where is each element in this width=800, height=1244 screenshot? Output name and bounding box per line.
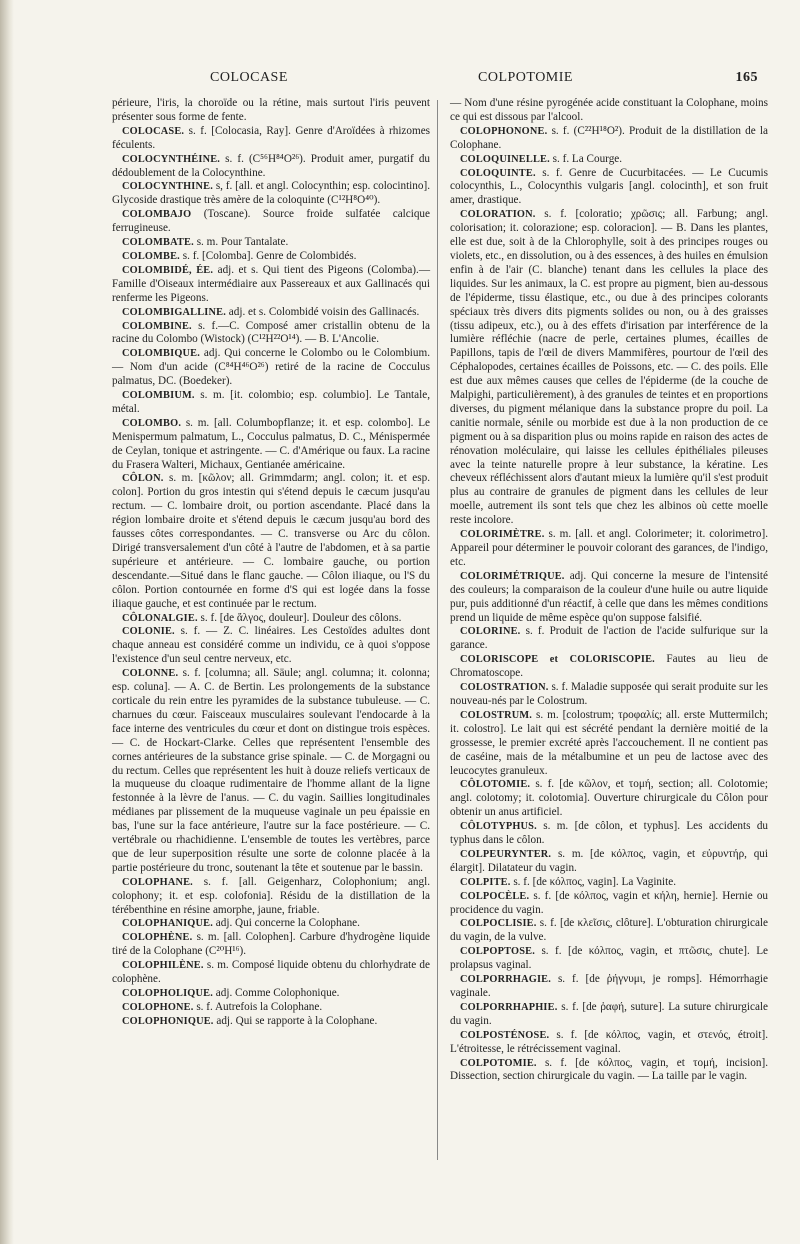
entry-headword: COLPORRHAGIE. <box>460 974 551 986</box>
entry-definition: s. m. Composé liquide obtenu du chlorhydrate de colophène. <box>112 959 430 986</box>
entry-headword: COLOPHONE. <box>122 1001 194 1013</box>
dictionary-entry <box>112 250 430 264</box>
dictionary-entry <box>450 570 768 626</box>
entry-headword: COLOMBIUM. <box>122 390 195 402</box>
left-column <box>112 97 430 1029</box>
dictionary-entry <box>450 917 768 945</box>
entry-headword: COLOMBIQUE. <box>122 348 201 360</box>
entry-headword: COLOMBATE. <box>122 237 194 249</box>
entry-definition: s. f. Genre de Cucurbitacées. — Le Cucumis colocynthis, L., Colocynthis vulgaris [angl. colocinth], et son fruit amer, drastique. <box>450 166 769 207</box>
dictionary-entry <box>450 681 768 709</box>
entry-definition: s. m. [de côlon, et typhus]. Les accidents du typhus dans le côlon. <box>450 820 769 847</box>
dictionary-entry <box>112 389 430 417</box>
dictionary-entry <box>450 1057 768 1085</box>
entry-definition: adj. et s. Colombidé voisin des Gallinacés. <box>228 305 420 318</box>
dictionary-entry <box>450 528 768 570</box>
entry-definition: s. f. [de ῥήγνυμι, je romps]. Hémorrhagie vaginale. <box>450 973 768 999</box>
dictionary-entry <box>450 973 768 1001</box>
entry-headword: COLOMBIDÉ, ÉE. <box>122 264 214 276</box>
entry-definition: s. f. La Courge. <box>552 152 623 165</box>
entry-headword: COLOCYNTHINE. <box>122 181 213 193</box>
dictionary-entry <box>112 472 430 611</box>
entry-definition: s. f. — Z. C. linéaires. Les Cestoïdes adultes dont chaque anneau est considéré comme un individu, ce à quoi s'oppose l'existence d'un seul centre nerveux, etc. <box>112 625 430 666</box>
dictionary-entry <box>112 959 430 987</box>
dictionary-entry <box>112 417 430 473</box>
entry-headword: COLOMBAJO <box>122 209 192 221</box>
dictionary-entry <box>450 890 768 918</box>
dictionary-entry <box>112 625 430 667</box>
entry-definition: s. f. [de κόλπος, vagin, et πτῶσις, chute]. Le prolapsus vaginal. <box>450 945 769 972</box>
entry-headword: COLOMBIGALLINE. <box>122 306 226 318</box>
dictionary-entry <box>450 653 768 681</box>
entry-definition: s. f. [de κόλπος, vagin, et στενός, étroit]. L'étroitesse, le rétrécissement vaginal. <box>450 1028 768 1055</box>
entry-definition: Fautes au lieu de Chromatoscope. <box>450 653 769 680</box>
entry-headword: COLOPHILÈNE. <box>122 960 204 972</box>
entry-headword: COLOCASE. <box>122 125 185 137</box>
entry-definition: s. f. Produit de l'action de l'acide sulfurique sur la garance. <box>450 625 769 652</box>
dictionary-entry <box>450 820 768 848</box>
dictionary-entry <box>112 236 430 250</box>
entry-headword: COLOMBE. <box>122 250 180 262</box>
entry-headword: COLOPHANE. <box>122 876 193 888</box>
entry-definition: adj. Qui concerne le Colombo ou le Colombium.— Nom d'un acide (C⁸⁴H⁴⁶O²⁶) retiré de la racine de Cocculus palmatus, DC. (Boedeker). <box>112 347 430 388</box>
entry-definition: périeure, l'iris, la choroïde ou la rétine, mais surtout l'iris peuvent présenter sous forme de fente. <box>112 97 430 123</box>
header-right-guideword: COLPOTOMIE <box>478 70 573 85</box>
entry-definition: s. f. [columna; all. Säule; angl. columna; it. colonna; esp. coluna]. — A. C. de Bertin. Les prolongements de la substance corticale du rein entre les pyramides de la substance tubuleuse. — C. charnues du cœur. Faisceaux musculaires soulevant l'endocarde à la face interne des ventricules du cœur et dont on distingue trois espèces. — C. de Hockart-Clarke. Celles que représentent l'ensemble des cornes antérieures de la substance grise spinale. — C. de Morgagni ou du rectum. Celles que représentent les huit à douze reliefs verticaux de la muqueuse du cloaque rudimentaire de l'homme allant de la ligne festonnée à la lèvre de l'anus. — C. du vagin. Saillies longitudinales médianes par plissement de la muqueuse vaginale un peu épaissie en bas, l'une sur la face antérieure, l'autre sur la face postérieure. — C. vertébrale ou rhachidienne. L'ensemble de toutes les vertèbres, parce que de leur superposition résulte une sorte de colonne placée à la partie postérieure du tronc, soutenant la tête et soutenue par le bassin. <box>112 667 431 874</box>
entry-headword: COLOQUINELLE. <box>460 153 550 165</box>
entry-definition: adj. et s. Qui tient des Pigeons (Colomba).— Famille d'Oiseaux intermédiaire aux Passereaux et aux Gallinacés qui renferme les Pigeons. <box>112 263 431 304</box>
entry-definition: (Toscane). Source froide sulfatée calcique ferrugineuse. <box>112 208 430 235</box>
entry-definition: s. m. Pour Tantalate. <box>196 236 289 249</box>
dictionary-entry <box>112 1001 430 1015</box>
entry-headword: COLOSTRATION. <box>460 682 549 694</box>
entry-headword: COLORINE. <box>460 626 521 638</box>
entry-headword: COLOPHONONE. <box>460 125 548 137</box>
dictionary-entry <box>112 987 430 1001</box>
dictionary-entry <box>112 97 430 125</box>
entry-headword: COLPOSTÉNOSE. <box>460 1029 550 1041</box>
entry-headword: COLORISCOPE et COLORISCOPIE. <box>460 654 655 666</box>
dictionary-entry <box>450 778 768 820</box>
entry-headword: COLPOCÈLE. <box>460 890 530 902</box>
entry-definition: s. m. [κῶλον; all. Grimmdarm; angl. colon; it. et esp. colon]. Portion du gros intestin qui s'étend depuis le cæcum jusqu'au rectum. — C. lombaire droit, ou portion ascendante. Placé dans la région lombaire droite et s'étend depuis le cæcum jusqu'au bord des fausses côtes correspondantes. — C. transverse ou Arc du côlon. Dirigé transversalement d'un côté à l'autre de l'abdomen, et à sa partie supérieure et antérieure. — C. lombaire gauche, ou portion descendante.—Situé dans le flanc gauche. — Côlon iliaque, ou l'S du côlon. Portion contournée en forme d'S qui est logée dans la fosse iliaque gauche, et est continuée par le rectum. <box>112 472 430 610</box>
entry-definition: s. m. [it. colombio; esp. columbio]. Le Tantale, métal. <box>112 389 431 415</box>
entry-headword: COLPORRHAPHIE. <box>460 1001 558 1013</box>
dictionary-entry <box>112 180 430 208</box>
entry-definition: s. f. [Colomba]. Genre de Colombidés. <box>182 249 357 262</box>
entry-definition: — Nom d'une résine pyrogénée acide constituant la Colophane, moins ce qui est dissous par l'alcool. <box>450 97 768 123</box>
dictionary-entry <box>450 876 768 890</box>
entry-definition: s. f. [de κλεῖσις, clôture]. L'obturation chirurgicale du vagin, de la vulve. <box>450 917 768 944</box>
entry-headword: COLOCYNTHÉINE. <box>122 153 221 165</box>
entry-definition: s. f. [all. Geigenharz, Colophonium; angl. colophony; it. et esp. colofonia]. Résidu de la distillation de la térébenthine en résine amorphe, jaune, friable. <box>112 875 431 916</box>
entry-headword: COLOMBO. <box>122 417 182 429</box>
entry-headword: CÔLONALGIE. <box>122 612 198 624</box>
entry-definition: s. m. [all. et angl. Colorimeter; it. colorimetro]. Appareil pour déterminer le pouvoir colorant des garances, de l'indigo, etc. <box>450 528 768 568</box>
entry-definition: s. f. [coloratio; χρῶσις; all. Farbung; angl. colorisation; it. colorazione; esp. coloracion]. — B. Dans les plantes, elle est due, soit à de la Chlorophylle, soit à des principes rouges ou violets, etc., en dissolution, ou à des essences, à des huiles en émulsion enfin à de l'air (C. blanche) tenant dans les cellules la place des liquides. Sur les animaux, la C. est propre au pigment, bien au-dessous de l'épiderme, tissu élastique, etc., ou due à des principes colorants spéciaux très divers dits pigments solides ou non, ou à des graisses (tissu adipeux, etc.), ou à des effets d'irisation par interférence de la lumière réfléchie (nacre de perle, certaines plumes, écailles de Papillons, tapis de l'œil de divers Mammifères, pourtour de l'œil des Céphalopodes, certaines écailles de Poissons, etc. — C. des poils. Elle est due aux mêmes causes que celles de l'épiderme (de la couche de Malpighi, particulièrement), à des granules de teintes et en proportions diverses, du pigment mélanique dans la substance propre du poil. La canitie normale, sénile ou morbide est due à la non production de ce pigment ou à sa disparition plus ou moins rapide en raison des actes de rénovation moléculaire, qui laisse les cellules épithéliales pileuses avec la teinte naturelle propre à leur substance, la kératine. Les cheveux réfléchissent alors d'autant mieux la lumière qu'il s'est produit plus au contraire de granules de pigment dans les cellules de leur moelle, autrement ils sont tels que chez les albinos où cette moelle reste incolore. <box>450 208 769 527</box>
entry-headword: CÔLOTYPHUS. <box>460 821 537 833</box>
entry-headword: COLPOPTOSE. <box>460 946 535 958</box>
dictionary-entry <box>112 667 430 876</box>
right-column <box>450 97 768 1084</box>
book-spine-shadow <box>0 0 14 1244</box>
entry-headword: COLONIE. <box>122 626 175 638</box>
dictionary-entry <box>450 167 768 209</box>
dictionary-entry <box>112 876 430 918</box>
dictionary-entry <box>112 264 430 306</box>
entry-definition: s. f. [de ῥαφή, suture]. La suture chirurgicale du vagin. <box>450 1000 769 1027</box>
dictionary-entry <box>112 125 430 153</box>
dictionary-entry <box>112 320 430 348</box>
entry-headword: CÔLOTOMIE. <box>460 779 531 791</box>
entry-definition: s. f. [de κόλπος, vagin et κήλη, hernie]. Hernie ou procidence du vagin. <box>450 889 769 916</box>
dictionary-entry <box>450 1001 768 1029</box>
entry-headword: COLOMBINE. <box>122 320 192 332</box>
dictionary-entry <box>450 97 768 125</box>
entry-definition: adj. Comme Colophonique. <box>215 987 340 999</box>
entry-headword: COLPOCLISIE. <box>460 918 537 930</box>
entry-definition: s. f. [de κῶλον, et τομή, section; all. Colotomie; angl. colotomy; it. colotomia]. Ouverture chirurgicale du Côlon pour obtenir un anus artificiel. <box>450 778 769 819</box>
dictionary-entry <box>112 306 430 320</box>
dictionary-entry <box>112 612 430 626</box>
entry-definition: s. f. [de κόλπος, vagin]. La Vaginite. <box>513 875 676 888</box>
entry-definition: s. f. [de ἄλγος, douleur]. Douleur des côlons. <box>200 611 402 624</box>
entry-headword: COLPOTOMIE. <box>460 1057 537 1069</box>
entry-headword: COLOQUINTE. <box>460 167 536 179</box>
dictionary-entry <box>112 917 430 931</box>
dictionary-entry <box>450 625 768 653</box>
entry-definition: s, f. [all. et angl. Colocynthin; esp. colocintino]. Glycoside drastique très amère de la coloquinte (C¹²H⁸O⁴⁰). <box>112 180 430 207</box>
entry-definition: s. m. [colostrum; τροφαλίς; all. erste Muttermilch; it. colostro]. Le lait qui est sécrété pendant la dernière moitié de la grossesse, le premier excrété après l'accouchement. Il ne contient pas de caséine, mais de la métalbumine et un peu de lactose avec des leucocytes granuleux. <box>450 708 769 777</box>
entry-definition: s. f. [de κόλπος, vagin, et τομή, incision]. Dissection, section chirurgicale du vagin. — La taille par le vagin. <box>450 1056 769 1083</box>
entry-definition: s. m. [all. Colophen]. Carbure d'hydrogène liquide tiré de la Colophane (C²⁰H¹⁶). <box>112 931 430 958</box>
entry-headword: COLPITE. <box>460 876 511 888</box>
entry-headword: COLOPHOLIQUE. <box>122 988 213 999</box>
dictionary-entry <box>112 153 430 181</box>
entry-definition: s. f.—C. Composé amer cristallin obtenu de la racine du Colombo (Wistock) (C¹²H²²O¹⁴). — B. L'Ancolie. <box>112 319 430 346</box>
entry-definition: s. f. [Colocasia, Ray]. Genre d'Aroïdées à rhizomes féculents. <box>112 124 431 151</box>
entry-headword: COLORIMÈTRE. <box>460 529 545 541</box>
entry-headword: CÔLON. <box>122 473 164 485</box>
dictionary-entry <box>450 153 768 167</box>
entry-headword: COLONNE. <box>122 668 179 680</box>
dictionary-entry <box>450 709 768 779</box>
entry-definition: s. m. [all. Columbopflanze; it. et esp. colombo]. Le Menispermum palmatum, L., Cocculus palmatus, D. C., Ménispermée de Ceylan, tonique et astringente. — C. d'Amérique ou faux. La racine du Frasera Walteri, Michaux, Gentianée américaine. <box>112 416 430 471</box>
dictionary-entry <box>450 208 768 528</box>
entry-definition: adj. Qui se rapporte à la Colophane. <box>216 1014 378 1027</box>
entry-definition: s. f. Autrefois la Colophane. <box>196 1000 323 1013</box>
dictionary-entry <box>450 125 768 153</box>
dictionary-entry <box>112 931 430 959</box>
column-divider <box>437 100 438 1160</box>
entry-headword: COLOPHANIQUE. <box>122 918 213 930</box>
entry-definition: s. f. (C²²H¹⁸O²). Produit de la distillation de la Colophane. <box>450 124 769 151</box>
entry-definition: adj. Qui concerne la mesure de l'intensité des couleurs; la comparaison de la couleur d'une huile ou autre liquide pur, puis additionné d'un réactif, à celle que dans les mêmes conditions prend un liquide de même espèce qu'on suppose falsifié. <box>450 569 768 624</box>
dictionary-entry <box>450 848 768 876</box>
entry-headword: COLOSTRUM. <box>460 709 533 721</box>
dictionary-entry <box>112 347 430 389</box>
dictionary-entry <box>450 1029 768 1057</box>
entry-headword: COLORIMÉTRIQUE. <box>460 570 565 582</box>
page-number: 165 <box>735 70 758 85</box>
entry-headword: COLOPHONIQUE. <box>122 1015 214 1027</box>
entry-definition: s. m. [de κόλπος, vagin, et εὐρυντήρ, qui élargit]. Dilatateur du vagin. <box>450 847 769 874</box>
entry-definition: adj. Qui concerne la Colophane. <box>215 917 360 930</box>
dictionary-entry <box>450 945 768 973</box>
entry-definition: s. f. (C⁵⁶H⁸⁴O²⁶). Produit amer, purgatif du dédoublement de la Colocynthine. <box>112 152 431 179</box>
running-header <box>210 70 758 92</box>
entry-headword: COLPEURYNTER. <box>460 848 552 860</box>
entry-headword: COLOPHÈNE. <box>122 932 193 944</box>
entry-headword: COLORATION. <box>460 209 536 221</box>
dictionary-entry <box>112 208 430 236</box>
dictionary-entry <box>112 1015 430 1029</box>
header-left-guideword: COLOCASE <box>210 70 288 85</box>
entry-definition: s. f. Maladie supposée qui serait produite sur les nouveau-nés par le Colostrum. <box>450 681 769 707</box>
